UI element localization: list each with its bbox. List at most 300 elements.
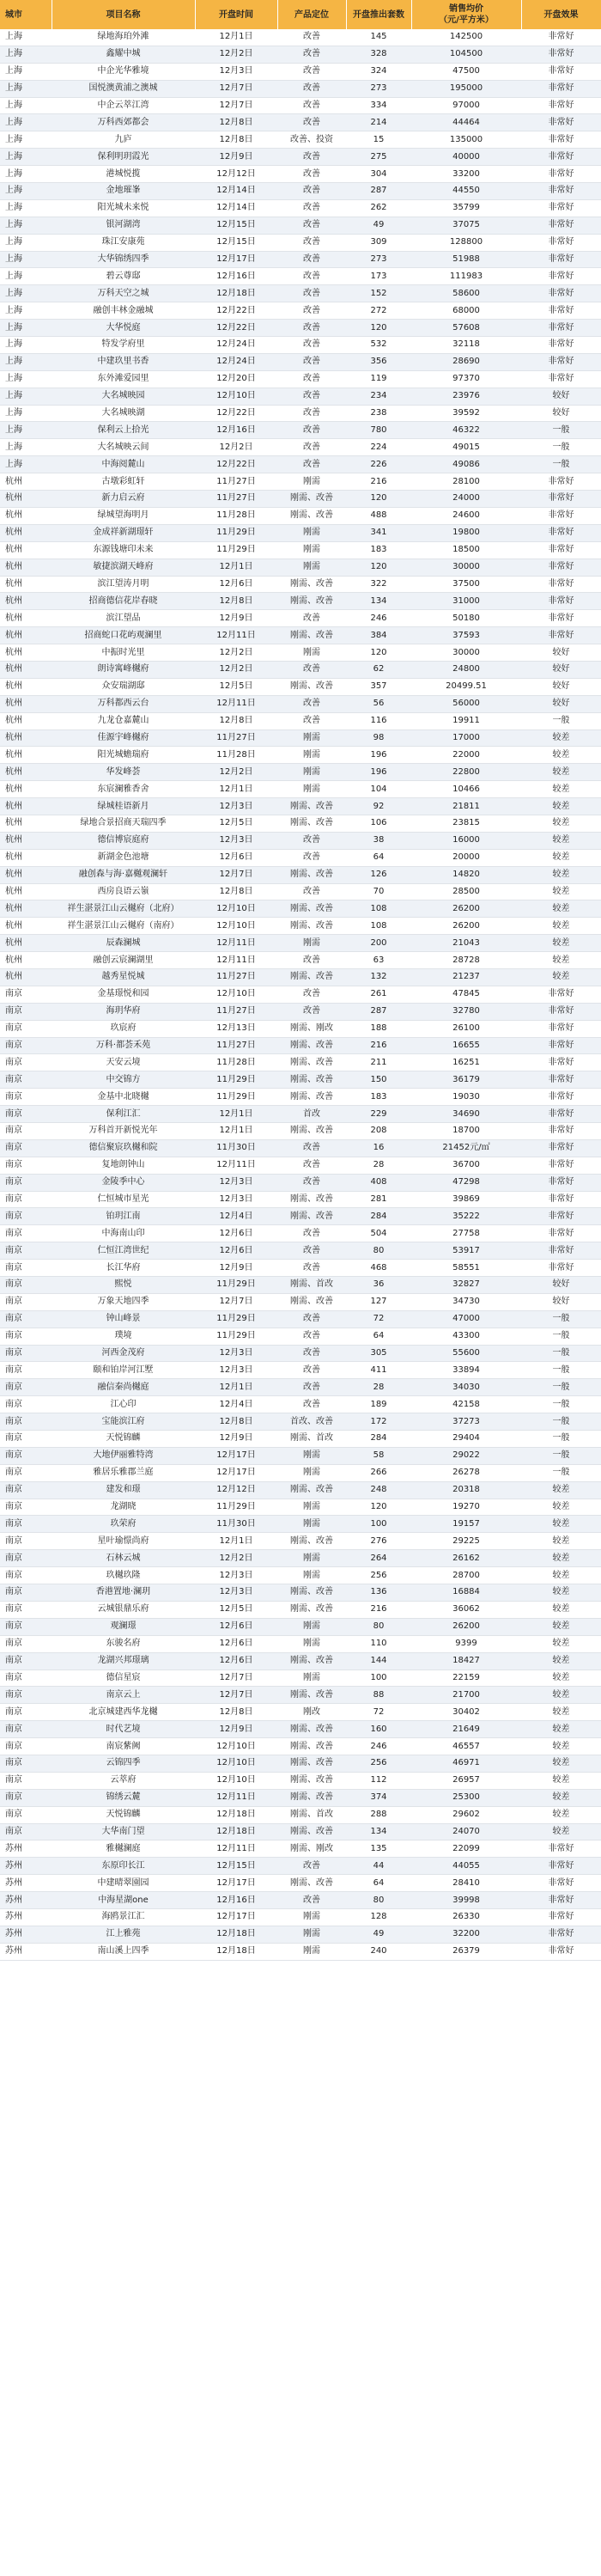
table-row (0, 1772, 601, 1789)
table-row (0, 1892, 601, 1909)
cell-product-positioning: 刚需、改善 (277, 1601, 346, 1618)
cell-launch-effect: 较差 (521, 764, 601, 781)
cell-product-positioning: 改善 (277, 199, 346, 217)
cell-product-positioning: 刚需、改善 (277, 918, 346, 935)
cell-launch-effect: 较差 (521, 918, 601, 935)
cell-city: 南京 (0, 1704, 52, 1721)
cell-units-launched: 58 (346, 1447, 411, 1464)
cell-launch-effect: 非常好 (521, 1840, 601, 1858)
cell-city: 上海 (0, 114, 52, 131)
cell-project-name: 众安瑞湖邸 (52, 678, 195, 695)
cell-launch-date: 12月9日 (195, 1721, 277, 1738)
cell-project-name: 玖樾玖隆 (52, 1567, 195, 1584)
cell-product-positioning: 改善 (277, 320, 346, 337)
cell-product-positioning: 改善 (277, 1310, 346, 1328)
cell-avg-price: 22099 (411, 1840, 521, 1858)
cell-launch-date: 12月2日 (195, 1550, 277, 1567)
cell-launch-effect: 一般 (521, 1413, 601, 1431)
cell-project-name: 云城银鼎乐府 (52, 1601, 195, 1618)
cell-launch-date: 12月20日 (195, 370, 277, 388)
cell-avg-price: 26200 (411, 1618, 521, 1635)
cell-city: 南京 (0, 1157, 52, 1174)
cell-city: 南京 (0, 1584, 52, 1602)
cell-project-name: 金基中北晓樾 (52, 1089, 195, 1106)
cell-project-name: 建发和璟 (52, 1481, 195, 1499)
cell-city: 杭州 (0, 832, 52, 849)
cell-project-name: 星叶瑜憬尚府 (52, 1533, 195, 1550)
cell-avg-price: 22800 (411, 764, 521, 781)
cell-units-launched: 214 (346, 114, 411, 131)
cell-launch-date: 12月2日 (195, 764, 277, 781)
cell-launch-date: 12月9日 (195, 1260, 277, 1277)
cell-avg-price: 55600 (411, 1345, 521, 1362)
cell-avg-price: 47298 (411, 1174, 521, 1191)
cell-launch-effect: 一般 (521, 1362, 601, 1379)
cell-city: 南京 (0, 1772, 52, 1789)
table-row (0, 199, 601, 217)
cell-project-name: 新湖金色池塘 (52, 849, 195, 866)
cell-product-positioning: 刚需 (277, 1447, 346, 1464)
cell-units-launched: 173 (346, 268, 411, 285)
cell-city: 南京 (0, 1071, 52, 1089)
cell-city: 杭州 (0, 661, 52, 678)
cell-project-name: 西房良语云嶺 (52, 883, 195, 900)
cell-product-positioning: 改善 (277, 29, 346, 46)
cell-avg-price: 26100 (411, 1020, 521, 1037)
cell-project-name: 银河湖湾 (52, 217, 195, 234)
cell-city: 杭州 (0, 473, 52, 491)
table-row (0, 1396, 601, 1413)
cell-avg-price: 34730 (411, 1293, 521, 1310)
cell-units-launched: 328 (346, 46, 411, 63)
cell-project-name: 九龙仓嘉麓山 (52, 712, 195, 729)
cell-project-name: 华发峰荟 (52, 764, 195, 781)
cell-launch-date: 12月10日 (195, 388, 277, 405)
header-product-positioning: 产品定位 (277, 0, 346, 29)
table-row (0, 1618, 601, 1635)
table-row (0, 781, 601, 798)
cell-launch-date: 12月11日 (195, 952, 277, 969)
cell-product-positioning: 刚需、改善 (277, 1687, 346, 1704)
cell-units-launched: 287 (346, 183, 411, 200)
cell-project-name: 大名城映园 (52, 388, 195, 405)
cell-avg-price: 33200 (411, 166, 521, 183)
cell-project-name: 东原印长江 (52, 1858, 195, 1875)
cell-launch-effect: 非常好 (521, 46, 601, 63)
table-row (0, 1926, 601, 1943)
cell-avg-price: 47500 (411, 63, 521, 80)
cell-units-launched: 264 (346, 1550, 411, 1567)
cell-project-name: 龙湖晓 (52, 1499, 195, 1516)
header-launch-date: 开盘时间 (195, 0, 277, 29)
cell-launch-date: 11月27日 (195, 968, 277, 986)
cell-product-positioning: 刚需、改善 (277, 678, 346, 695)
table-row (0, 968, 601, 986)
cell-launch-effect: 非常好 (521, 1908, 601, 1926)
cell-avg-price: 22000 (411, 747, 521, 764)
table-row (0, 149, 601, 166)
table-row (0, 1908, 601, 1926)
cell-project-name: 龙湖兴邦璟璃 (52, 1652, 195, 1670)
cell-launch-date: 12月8日 (195, 1413, 277, 1431)
cell-units-launched: 63 (346, 952, 411, 969)
cell-launch-date: 11月29日 (195, 1328, 277, 1345)
cell-product-positioning: 刚需、改善 (277, 798, 346, 815)
cell-avg-price: 97370 (411, 370, 521, 388)
table-row (0, 576, 601, 593)
cell-product-positioning: 改善 (277, 952, 346, 969)
cell-product-positioning: 刚需 (277, 644, 346, 662)
table-row (0, 1721, 601, 1738)
cell-product-positioning: 改善 (277, 353, 346, 370)
cell-units-launched: 100 (346, 1516, 411, 1533)
cell-product-positioning: 刚需、改善 (277, 1789, 346, 1806)
cell-launch-effect: 非常好 (521, 320, 601, 337)
cell-city: 南京 (0, 1431, 52, 1448)
cell-units-launched: 334 (346, 97, 411, 114)
cell-product-positioning: 刚需 (277, 1926, 346, 1943)
cell-avg-price: 25300 (411, 1789, 521, 1806)
cell-units-launched: 275 (346, 149, 411, 166)
cell-city: 上海 (0, 199, 52, 217)
cell-launch-effect: 较好 (521, 1293, 601, 1310)
cell-launch-effect: 非常好 (521, 353, 601, 370)
cell-avg-price: 33894 (411, 1362, 521, 1379)
table-row (0, 1157, 601, 1174)
cell-launch-date: 12月8日 (195, 114, 277, 131)
cell-launch-effect: 较好 (521, 644, 601, 662)
cell-units-launched: 780 (346, 422, 411, 439)
cell-launch-effect: 较差 (521, 1481, 601, 1499)
table-row (0, 1242, 601, 1260)
cell-launch-effect: 较差 (521, 1806, 601, 1823)
table-row (0, 1089, 601, 1106)
table-row (0, 1533, 601, 1550)
cell-launch-effect: 较差 (521, 1738, 601, 1755)
cell-units-launched: 281 (346, 1191, 411, 1208)
cell-city: 杭州 (0, 900, 52, 918)
cell-product-positioning: 刚需 (277, 935, 346, 952)
cell-units-launched: 273 (346, 251, 411, 268)
cell-avg-price: 19157 (411, 1516, 521, 1533)
cell-launch-effect: 较差 (521, 1618, 601, 1635)
cell-city: 南京 (0, 1208, 52, 1225)
cell-project-name: 越秀星悦城 (52, 968, 195, 986)
cell-units-launched: 272 (346, 302, 411, 320)
cell-launch-date: 12月11日 (195, 1789, 277, 1806)
cell-launch-effect: 较差 (521, 1516, 601, 1533)
cell-project-name: 金地璀峯 (52, 183, 195, 200)
cell-product-positioning: 改善 (277, 1892, 346, 1909)
cell-launch-effect: 较好 (521, 405, 601, 422)
cell-units-launched: 127 (346, 1293, 411, 1310)
table-row (0, 320, 601, 337)
cell-launch-effect: 一般 (521, 1328, 601, 1345)
cell-launch-effect: 非常好 (521, 1875, 601, 1892)
cell-avg-price: 10466 (411, 781, 521, 798)
cell-units-launched: 44 (346, 1858, 411, 1875)
cell-product-positioning: 改善 (277, 183, 346, 200)
cell-launch-date: 11月30日 (195, 1516, 277, 1533)
cell-avg-price: 34690 (411, 1106, 521, 1123)
cell-launch-date: 12月11日 (195, 1157, 277, 1174)
cell-units-launched: 408 (346, 1174, 411, 1191)
cell-launch-effect: 非常好 (521, 217, 601, 234)
cell-units-launched: 488 (346, 507, 411, 524)
cell-avg-price: 18427 (411, 1652, 521, 1670)
cell-project-name: 朗诗寓峰樾府 (52, 661, 195, 678)
table-row (0, 695, 601, 712)
table-row (0, 524, 601, 541)
cell-launch-date: 12月7日 (195, 1670, 277, 1687)
cell-units-launched: 309 (346, 234, 411, 251)
cell-avg-price: 37500 (411, 576, 521, 593)
cell-city: 苏州 (0, 1892, 52, 1909)
cell-product-positioning: 刚需、首改 (277, 1277, 346, 1294)
table-row (0, 952, 601, 969)
cell-project-name: 融信秦尚樾庭 (52, 1379, 195, 1396)
cell-avg-price: 58600 (411, 285, 521, 302)
cell-units-launched: 62 (346, 661, 411, 678)
cell-city: 南京 (0, 1379, 52, 1396)
cell-avg-price: 20318 (411, 1481, 521, 1499)
cell-avg-price: 23815 (411, 815, 521, 832)
table-row (0, 644, 601, 662)
cell-product-positioning: 改善 (277, 370, 346, 388)
cell-project-name: 德信博宸庭府 (52, 832, 195, 849)
cell-city: 南京 (0, 1464, 52, 1481)
cell-units-launched: 188 (346, 1020, 411, 1037)
cell-city: 杭州 (0, 559, 52, 576)
cell-city: 南京 (0, 1635, 52, 1652)
header-row (0, 0, 601, 29)
cell-product-positioning: 刚需、改善 (277, 1071, 346, 1089)
cell-launch-date: 12月1日 (195, 1379, 277, 1396)
table-row (0, 1567, 601, 1584)
cell-project-name: 中企光华雅境 (52, 63, 195, 80)
cell-launch-effect: 较差 (521, 729, 601, 747)
cell-launch-date: 12月15日 (195, 1858, 277, 1875)
cell-city: 南京 (0, 1499, 52, 1516)
cell-avg-price: 111983 (411, 268, 521, 285)
cell-launch-date: 12月2日 (195, 439, 277, 456)
cell-launch-effect: 非常好 (521, 1260, 601, 1277)
cell-avg-price: 14820 (411, 866, 521, 883)
cell-launch-effect: 非常好 (521, 337, 601, 354)
cell-product-positioning: 改善 (277, 422, 346, 439)
cell-product-positioning: 刚需、改善 (277, 1772, 346, 1789)
cell-units-launched: 134 (346, 593, 411, 610)
cell-launch-date: 12月3日 (195, 1345, 277, 1362)
cell-product-positioning: 刚需、改善 (277, 593, 346, 610)
cell-launch-effect: 非常好 (521, 593, 601, 610)
cell-launch-effect: 较差 (521, 815, 601, 832)
cell-launch-effect: 较差 (521, 832, 601, 849)
cell-product-positioning: 刚需、改善 (277, 968, 346, 986)
cell-avg-price: 26200 (411, 918, 521, 935)
cell-launch-date: 12月1日 (195, 1533, 277, 1550)
cell-project-name: 仁恒城市星光 (52, 1191, 195, 1208)
cell-city: 南京 (0, 1139, 52, 1157)
cell-launch-effect: 非常好 (521, 1037, 601, 1054)
cell-launch-effect: 非常好 (521, 370, 601, 388)
cell-avg-price: 20000 (411, 849, 521, 866)
cell-project-name: 绿城桂语新月 (52, 798, 195, 815)
cell-product-positioning: 改善 (277, 1858, 346, 1875)
cell-avg-price: 44550 (411, 183, 521, 200)
cell-units-launched: 120 (346, 559, 411, 576)
cell-launch-date: 12月10日 (195, 1772, 277, 1789)
cell-product-positioning: 刚需、改善 (277, 1652, 346, 1670)
cell-launch-date: 11月29日 (195, 1071, 277, 1089)
cell-units-launched: 183 (346, 541, 411, 559)
cell-project-name: 招商蛇口花屿观澜里 (52, 627, 195, 644)
cell-launch-effect: 非常好 (521, 1020, 601, 1037)
table-row (0, 1174, 601, 1191)
cell-product-positioning: 改善 (277, 1157, 346, 1174)
table-row (0, 1362, 601, 1379)
cell-units-launched: 120 (346, 491, 411, 508)
cell-launch-date: 12月3日 (195, 1191, 277, 1208)
table-row (0, 1003, 601, 1020)
cell-city: 上海 (0, 46, 52, 63)
cell-avg-price: 26278 (411, 1464, 521, 1481)
cell-city: 南京 (0, 1003, 52, 1020)
cell-launch-date: 12月15日 (195, 234, 277, 251)
table-row (0, 1071, 601, 1089)
table-row (0, 729, 601, 747)
cell-city: 南京 (0, 1789, 52, 1806)
cell-launch-effect: 非常好 (521, 1858, 601, 1875)
cell-product-positioning: 改善 (277, 46, 346, 63)
cell-launch-date: 12月6日 (195, 1242, 277, 1260)
table-row (0, 1670, 601, 1687)
cell-avg-price: 26200 (411, 900, 521, 918)
cell-launch-effect: 较差 (521, 1772, 601, 1789)
cell-launch-effect: 较差 (521, 1533, 601, 1550)
cell-city: 上海 (0, 337, 52, 354)
cell-launch-effect: 较差 (521, 1499, 601, 1516)
cell-product-positioning: 改善 (277, 166, 346, 183)
cell-launch-date: 12月5日 (195, 815, 277, 832)
table-row (0, 610, 601, 627)
cell-launch-date: 12月16日 (195, 1892, 277, 1909)
cell-product-positioning: 刚需 (277, 1516, 346, 1533)
cell-city: 上海 (0, 456, 52, 473)
cell-launch-date: 12月17日 (195, 1464, 277, 1481)
cell-launch-effect: 非常好 (521, 1157, 601, 1174)
cell-avg-price: 16655 (411, 1037, 521, 1054)
cell-project-name: 万科天空之城 (52, 285, 195, 302)
cell-launch-effect: 较差 (521, 1635, 601, 1652)
cell-launch-effect: 非常好 (521, 1943, 601, 1960)
cell-units-launched: 72 (346, 1310, 411, 1328)
cell-product-positioning: 刚需、改善 (277, 1191, 346, 1208)
cell-project-name: 绿城望海明月 (52, 507, 195, 524)
cell-launch-date: 11月29日 (195, 1089, 277, 1106)
cell-city: 苏州 (0, 1875, 52, 1892)
cell-launch-date: 12月7日 (195, 1293, 277, 1310)
cell-project-name: 玖荣府 (52, 1516, 195, 1533)
cell-city: 上海 (0, 439, 52, 456)
cell-launch-date: 12月16日 (195, 422, 277, 439)
cell-avg-price: 18700 (411, 1123, 521, 1140)
cell-avg-price: 28700 (411, 1567, 521, 1584)
cell-units-launched: 322 (346, 576, 411, 593)
cell-launch-date: 12月10日 (195, 1755, 277, 1772)
cell-launch-date: 12月18日 (195, 1806, 277, 1823)
cell-launch-effect: 非常好 (521, 1225, 601, 1242)
cell-units-launched: 189 (346, 1396, 411, 1413)
cell-units-launched: 15 (346, 131, 411, 149)
cell-launch-date: 11月27日 (195, 473, 277, 491)
cell-launch-effect: 一般 (521, 422, 601, 439)
cell-city: 上海 (0, 285, 52, 302)
cell-project-name: 天悦锦麟 (52, 1431, 195, 1448)
cell-city: 杭州 (0, 747, 52, 764)
cell-project-name: 海玥华府 (52, 1003, 195, 1020)
cell-product-positioning: 改善 (277, 1396, 346, 1413)
cell-product-positioning: 刚需、改善 (277, 1054, 346, 1071)
cell-avg-price: 26330 (411, 1908, 521, 1926)
cell-city: 南京 (0, 1020, 52, 1037)
cell-avg-price: 57608 (411, 320, 521, 337)
table-row (0, 1123, 601, 1140)
cell-city: 南京 (0, 1174, 52, 1191)
cell-city: 南京 (0, 1652, 52, 1670)
cell-project-name: 东外滩爱园里 (52, 370, 195, 388)
cell-project-name: 鑫耀中城 (52, 46, 195, 63)
cell-project-name: 融创云宸澜湖里 (52, 952, 195, 969)
cell-launch-date: 12月1日 (195, 1106, 277, 1123)
cell-avg-price: 195000 (411, 80, 521, 97)
cell-product-positioning: 改善 (277, 251, 346, 268)
table-row (0, 234, 601, 251)
cell-product-positioning: 刚需 (277, 1908, 346, 1926)
cell-launch-date: 12月18日 (195, 1926, 277, 1943)
cell-city: 上海 (0, 183, 52, 200)
cell-launch-date: 12月3日 (195, 1584, 277, 1602)
cell-avg-price: 21237 (411, 968, 521, 986)
cell-avg-price: 32118 (411, 337, 521, 354)
cell-product-positioning: 刚需、改善 (277, 1123, 346, 1140)
cell-launch-effect: 较好 (521, 678, 601, 695)
cell-product-positioning: 改善 (277, 97, 346, 114)
cell-launch-date: 12月22日 (195, 320, 277, 337)
cell-launch-date: 12月7日 (195, 866, 277, 883)
cell-product-positioning: 改善 (277, 1328, 346, 1345)
cell-units-launched: 504 (346, 1225, 411, 1242)
cell-avg-price: 19270 (411, 1499, 521, 1516)
cell-launch-effect: 较差 (521, 1687, 601, 1704)
cell-project-name: 保利明玥霞光 (52, 149, 195, 166)
cell-units-launched: 110 (346, 1635, 411, 1652)
table-row (0, 405, 601, 422)
cell-avg-price: 37593 (411, 627, 521, 644)
cell-launch-date: 12月3日 (195, 832, 277, 849)
cell-avg-price: 43300 (411, 1328, 521, 1345)
table-row (0, 1499, 601, 1516)
header-avg-price: 销售均价 （元/平方米） (411, 0, 521, 29)
cell-launch-date: 12月8日 (195, 883, 277, 900)
cell-launch-date: 12月17日 (195, 1875, 277, 1892)
cell-product-positioning: 改善 (277, 80, 346, 97)
cell-units-launched: 226 (346, 456, 411, 473)
cell-city: 南京 (0, 1806, 52, 1823)
cell-avg-price: 21452元/㎡ (411, 1139, 521, 1157)
table-row (0, 1020, 601, 1037)
cell-avg-price: 32827 (411, 1277, 521, 1294)
